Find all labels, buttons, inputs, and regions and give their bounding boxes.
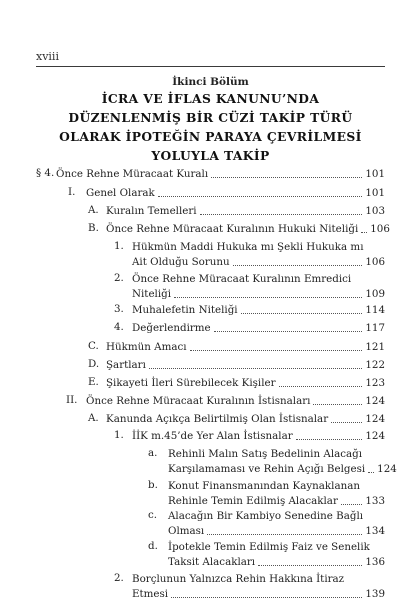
- toc-entry-number: 1.: [114, 429, 124, 441]
- toc-entry-title: Önce Rehne Müracaat Kuralının Emredici: [132, 273, 352, 285]
- toc-entry[interactable]: [148, 478, 385, 508]
- toc-leader-dots: [361, 232, 367, 233]
- toc-leader-dots: [207, 534, 362, 535]
- toc-leader-dots: [174, 297, 362, 298]
- chapter-title-line: OLARAK İPOTEĞİN PARAYA ÇEVRİLMESİ: [59, 129, 362, 144]
- toc-entry-number: A.: [88, 204, 99, 216]
- toc-entry-number: 2.: [114, 272, 124, 284]
- toc-entry[interactable]: [114, 271, 385, 301]
- toc-leader-dots: [279, 386, 363, 387]
- toc-entry-title: Olması: [168, 525, 205, 537]
- toc-entry-title: İpotekle Temin Edilmiş Faiz ve Senelik: [168, 541, 370, 553]
- toc-page-number: 106: [370, 223, 390, 235]
- toc-leader-dots: [211, 177, 362, 178]
- toc-leader-dots: [313, 404, 362, 405]
- toc-entry[interactable]: [148, 539, 385, 569]
- toc-page-number: 101: [365, 168, 385, 180]
- toc-leader-dots: [214, 331, 363, 332]
- toc-page-number: 124: [365, 413, 385, 425]
- toc-entry-number: D.: [88, 358, 100, 370]
- page-number: xviii: [36, 50, 59, 63]
- toc-entry[interactable]: [66, 393, 385, 408]
- toc-entry-title: Konut Finansmanından Kaynaklanan: [168, 480, 361, 492]
- toc-entry[interactable]: [148, 446, 397, 476]
- toc-leader-dots: [158, 196, 363, 197]
- toc-page-number: 114: [365, 304, 385, 316]
- toc-entry-number: 4.: [114, 321, 124, 333]
- toc-entry-title: Hükmün Maddi Hukuka mı Şekli Hukuka mı: [132, 241, 364, 253]
- toc-leader-dots: [341, 504, 362, 505]
- toc-entry-number: C.: [88, 340, 99, 352]
- toc-entry-number: d.: [148, 540, 158, 552]
- toc-leader-dots: [331, 422, 362, 423]
- toc-page-number: 117: [365, 322, 385, 334]
- toc-entry[interactable]: [114, 302, 385, 317]
- toc-entry-title: Genel Olarak: [86, 187, 155, 199]
- toc-entry-number: B.: [88, 222, 99, 234]
- toc-entry-title: Şartları: [106, 359, 146, 371]
- toc-entry-number: 1.: [114, 240, 124, 252]
- toc-entry-title: Rehinli Malın Satış Bedelinin Alacağı: [168, 448, 363, 460]
- toc-entry[interactable]: [88, 357, 385, 372]
- toc-entry[interactable]: [88, 203, 385, 218]
- toc-entry[interactable]: [114, 239, 385, 269]
- toc-entry-title: Karşılamaması ve Rehin Açığı Belgesi: [168, 463, 366, 475]
- toc-page-number: 124: [365, 430, 385, 442]
- toc-entry-number: b.: [148, 479, 158, 491]
- toc-page-number: 124: [377, 463, 397, 475]
- toc-entry-number: § 4.: [36, 167, 55, 179]
- toc-entry-title: Kanunda Açıkça Belirtilmiş Olan İstisnalar: [106, 413, 329, 425]
- toc-entry-number: 2.: [114, 572, 124, 584]
- toc-entry-title: Niteliği: [132, 288, 172, 300]
- chapter-kicker: İkinci Bölüm: [172, 76, 249, 88]
- toc-page-number: 139: [365, 588, 385, 600]
- toc-page-number: 103: [365, 205, 385, 217]
- toc-entry-number: a.: [148, 447, 158, 459]
- chapter-title-line: DÜZENLENMİŞ BİR CÜZİ TAKİP TÜRÜ: [68, 110, 353, 125]
- toc-page-number: 123: [365, 377, 385, 389]
- toc-entry[interactable]: [88, 411, 385, 426]
- toc-entry-number: A.: [88, 412, 99, 424]
- toc-leader-dots: [171, 597, 362, 598]
- toc-entry[interactable]: [114, 428, 385, 443]
- toc-entry-title: Borçlunun Yalnızca Rehin Hakkına İtiraz: [132, 573, 345, 585]
- toc-entry-title: Önce Rehne Müracaat Kuralı: [56, 168, 209, 180]
- toc-entry[interactable]: [88, 375, 385, 390]
- toc-page-number: 101: [365, 187, 385, 199]
- toc-entry[interactable]: [148, 508, 385, 538]
- toc-entry-number: I.: [68, 186, 76, 198]
- toc-entry-number: c.: [148, 509, 158, 521]
- toc-page-number: 133: [365, 495, 385, 507]
- toc-leader-dots: [258, 565, 362, 566]
- toc-entry[interactable]: [88, 221, 390, 236]
- toc-entry-number: 3.: [114, 303, 124, 315]
- toc-entry-title: Taksit Alacakları: [168, 556, 256, 568]
- toc-leader-dots: [190, 350, 363, 351]
- toc-entry-title: Muhalefetin Niteliği: [132, 304, 238, 316]
- toc-entry-title: Kuralın Temelleri: [106, 205, 197, 217]
- toc-entry[interactable]: [68, 185, 385, 200]
- toc-leader-dots: [296, 439, 363, 440]
- toc-entry-title: Önce Rehne Müracaat Kuralının İstisnaları: [86, 395, 311, 407]
- toc-page-number: 106: [365, 256, 385, 268]
- toc-entry-title: Değerlendirme: [132, 322, 211, 334]
- toc-entry-title: Rehinle Temin Edilmiş Alacaklar: [168, 495, 338, 507]
- toc-entry-number: E.: [88, 376, 99, 388]
- toc-entry-title: Şikayeti İleri Sürebilecek Kişiler: [106, 377, 276, 389]
- toc-page-number: 121: [365, 341, 385, 353]
- toc-entry-title: İİK m.45’de Yer Alan İstisnalar: [132, 430, 293, 442]
- toc-entry[interactable]: [114, 320, 385, 335]
- toc-entry[interactable]: [88, 339, 385, 354]
- toc-page-number: 136: [365, 556, 385, 568]
- toc-entry-title: Ait Olduğu Sorunu: [132, 256, 230, 268]
- toc-leader-dots: [233, 265, 363, 266]
- chapter-title-line: İCRA VE İFLAS KANUNU’NDA: [101, 91, 320, 106]
- toc-entry[interactable]: [36, 166, 385, 181]
- toc-entry-title: Alacağın Bir Kambiyo Senedine Bağlı: [168, 510, 364, 522]
- toc-entry-number: II.: [66, 394, 78, 406]
- toc-entry[interactable]: [114, 571, 385, 600]
- toc-page-number: 122: [365, 359, 385, 371]
- toc-leader-dots: [200, 214, 363, 215]
- toc-leader-dots: [149, 368, 362, 369]
- toc-leader-dots: [368, 472, 374, 473]
- toc-page-number: 109: [365, 288, 385, 300]
- toc-leader-dots: [241, 313, 363, 314]
- chapter-title-line: YOLUYLA TAKİP: [151, 148, 270, 163]
- toc-entry-title: Etmesi: [132, 588, 169, 600]
- toc-page-number: 134: [365, 525, 385, 537]
- toc-entry-title: Önce Rehne Müracaat Kuralının Hukuki Niteliği: [106, 223, 359, 235]
- toc-page-number: 124: [365, 395, 385, 407]
- toc-entry-title: Hükmün Amacı: [106, 341, 187, 353]
